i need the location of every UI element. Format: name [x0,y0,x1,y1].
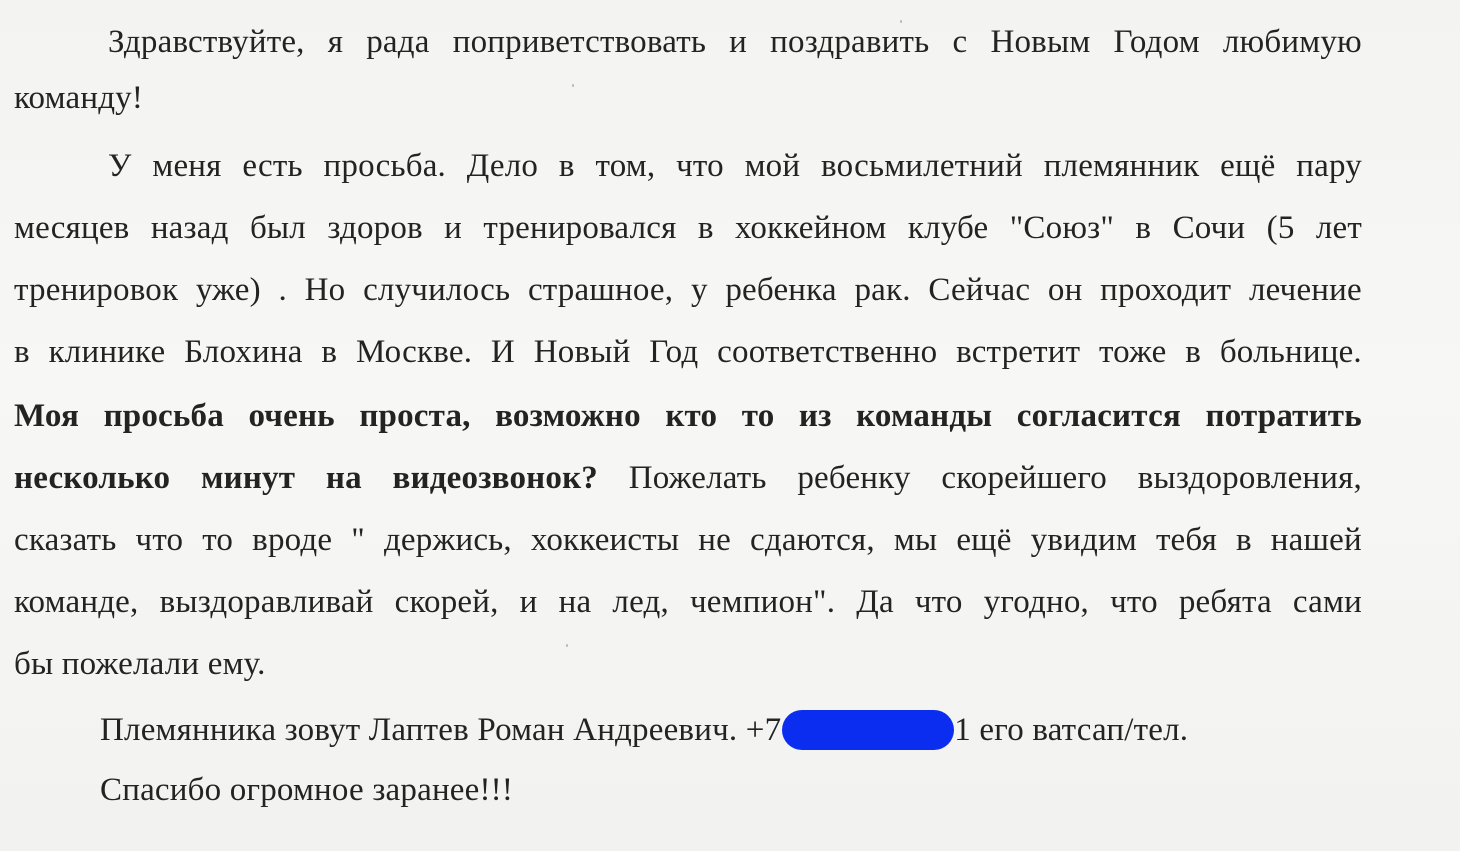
letter-line-8 [14,458,1362,498]
letter-word: в [1185,334,1202,370]
letter-line-13-thanks [100,770,1354,810]
paper-speck [566,644,568,647]
letter-word: скорейшего [941,460,1107,496]
letter-word: ребенку [797,460,911,496]
letter-word: Новым [990,24,1091,60]
letter-word: из [798,398,832,434]
letter-word: Пожелать [628,460,767,496]
letter-word: проходит [1100,272,1232,308]
letter-word: рак. [854,272,911,308]
paper-speck [572,84,574,87]
letter-text: команду! [14,80,144,116]
letter-word: был [249,210,306,246]
letter-word: Сейчас [928,272,1031,308]
letter-word: хоккеисты [530,522,680,558]
letter-word: потратить [1205,398,1362,434]
letter-word: Блохина [184,334,303,370]
letter-word: случилось [363,272,511,308]
letter-word: в [1135,210,1152,246]
letter-word: Моя [14,398,80,434]
letter-word: просьба. [323,148,446,184]
letter-word: мой [744,148,801,184]
letter-word: племянник [1043,148,1200,184]
letter-word: месяцев [14,210,130,246]
letter-text: бы пожелали ему. [14,646,266,682]
letter-word: меня [152,148,222,184]
letter-word: клинике [48,334,166,370]
letter-word: и [729,24,748,60]
paper-speck [900,20,902,23]
letter-word: согласится [1016,398,1181,434]
letter-word: том, [595,148,656,184]
letter-word: больнице. [1219,334,1362,370]
letter-word: Сочи [1172,210,1246,246]
letter-word: Здравствуйте, [108,24,305,60]
letter-word: что [914,584,963,620]
letter-word: ребенка [725,272,837,308]
letter-word: увидим [1030,522,1137,558]
letter-line-11 [14,644,1362,684]
letter-word: ещё [956,522,1012,558]
letter-word: то [741,398,775,434]
letter-word: он [1047,272,1083,308]
letter-word: команды [856,398,993,434]
letter-word: кто [665,398,718,434]
letter-word: Москве. [355,334,473,370]
bold-phrase-word: на [325,460,362,496]
letter-word: пару [1296,148,1362,184]
letter-word: Годом [1113,24,1200,60]
letter-line-3 [108,146,1362,186]
letter-word: что [1110,584,1158,620]
letter-word: что [676,148,724,184]
letter-word: очень [248,398,335,434]
bold-phrase-word: минут [200,460,296,496]
letter-word: назад [150,210,229,246]
letter-word: рада [366,24,430,60]
letter-word: и [519,584,538,620]
letter-line-9 [14,520,1362,560]
letter-word: Но [304,272,346,308]
letter-word: здоров [327,210,423,246]
letter-word: чемпион". [690,584,836,620]
bold-phrase-word: видеозвонок? [392,460,599,496]
letter-word: клубе [907,210,989,246]
letter-word: восьмилетний [821,148,1023,184]
letter-word: уже) [195,272,261,308]
letter-word: в [321,334,338,370]
letter-word: ребята [1178,584,1272,620]
letter-word: скорей, [394,584,499,620]
letter-word: лечение [1248,272,1362,308]
contact-text-tail: 1 его ватсап/тел. [954,712,1189,748]
letter-word: тоже [1099,334,1167,370]
letter-word: хоккейном [734,210,887,246]
letter-word: держись, [383,522,512,558]
letter-word: . [278,272,287,308]
letter-word: что [135,522,184,558]
letter-word: я [327,24,344,60]
letter-word: поздравить [770,24,930,60]
letter-word: поприветствовать [452,24,707,60]
letter-word: не [698,522,731,558]
letter-word: сдаются, [750,522,875,558]
letter-word: просьба [103,398,224,434]
letter-word: тренировался [483,210,677,246]
letter-word: есть [242,148,303,184]
letter-word: угодно, [983,584,1090,620]
phone-redaction-mark [782,710,954,750]
letter-word: и [444,210,463,246]
letter-word: в [558,148,575,184]
letter-word: встретит [956,334,1081,370]
letter-word: тебя [1155,522,1217,558]
letter-word: в [1235,522,1252,558]
thanks-text: Спасибо огромное заранее!!! [100,772,514,808]
letter-line-12-contact [100,710,1354,750]
letter-word: с [952,24,968,60]
letter-word: Новый [533,334,631,370]
letter-word: проста, [359,398,471,434]
bold-phrase-word: несколько [14,460,171,496]
letter-word: любимую [1222,24,1362,60]
letter-word: Да [856,584,894,620]
letter-word: возможно [495,398,641,434]
letter-word: соответственно [717,334,938,370]
letter-word: сказать [14,522,117,558]
letter-word: тренировок [14,272,179,308]
letter-word: в [697,210,714,246]
letter-word: страшное, [527,272,674,308]
letter-line-5 [14,270,1362,310]
letter-word: у [690,272,708,308]
letter-line-6 [14,332,1362,372]
letter-word: Дело [466,148,539,184]
letter-line-1 [108,22,1362,62]
letter-word: ещё [1220,148,1276,184]
letter-word: Год [649,334,699,370]
letter-word: У [108,148,132,184]
letter-word: в [14,334,30,370]
letter-line-4 [14,208,1362,248]
letter-line-10 [14,582,1362,622]
letter-line-7-bold [14,396,1362,436]
letter-word: выздоравливай [159,584,374,620]
letter-word: сами [1292,584,1362,620]
letter-word: лет [1315,210,1362,246]
letter-word: И [490,334,515,370]
letter-word: "Союз" [1009,210,1115,246]
letter-word: нашей [1270,522,1362,558]
letter-word: вроде [252,522,333,558]
letter-word: мы [893,522,938,558]
letter-word: на [558,584,592,620]
letter-word: (5 [1266,210,1295,246]
letter-line-2 [14,78,1362,118]
contact-text: Племянника зовут Лаптев Роман Андреевич. +7 [100,712,782,748]
letter-word: команде, [14,584,139,620]
letter-word: " [351,522,365,558]
letter-word: выздоровления, [1137,460,1362,496]
letter-word: то [202,522,234,558]
letter-word: лед, [612,584,669,620]
